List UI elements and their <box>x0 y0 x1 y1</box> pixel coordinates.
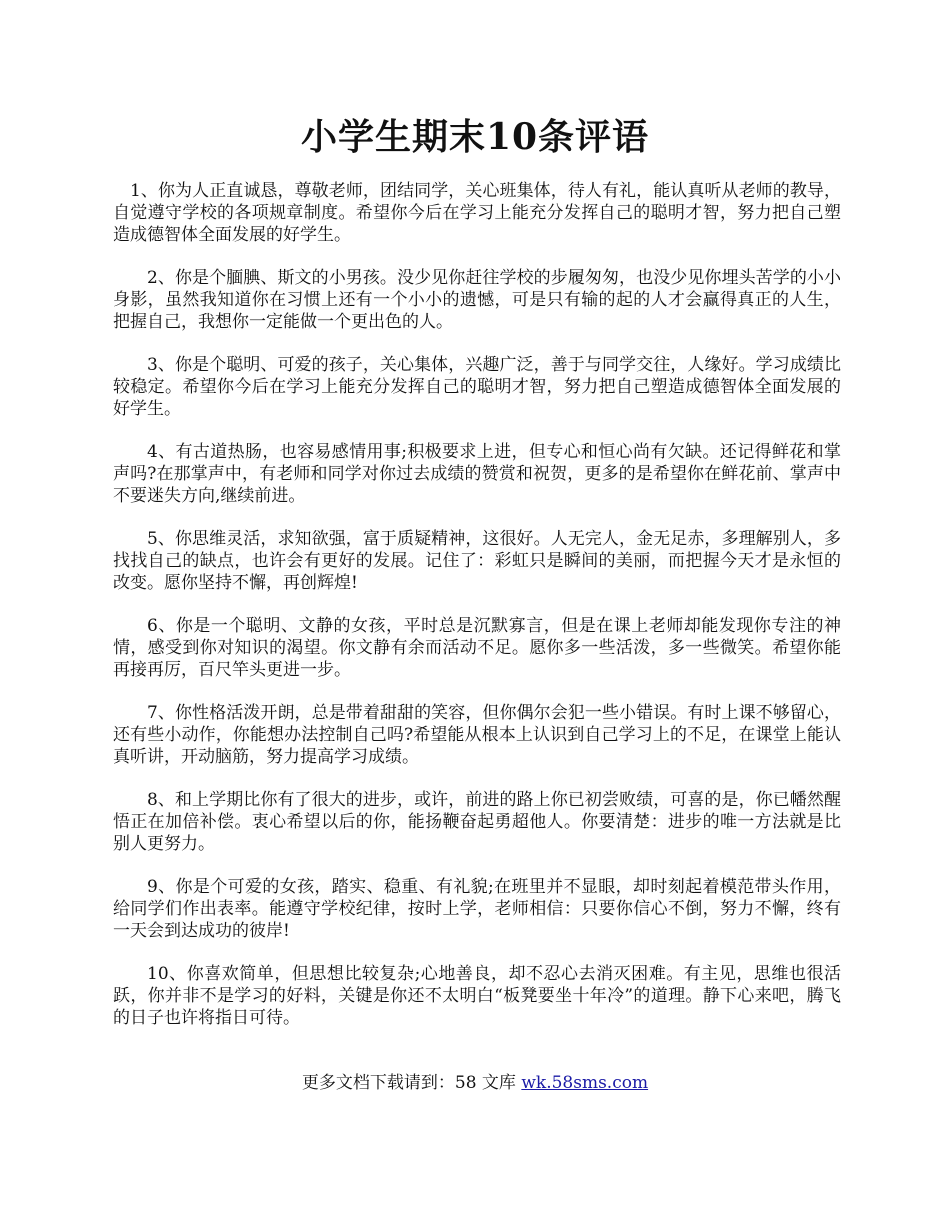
footer-link[interactable]: wk.58sms.com <box>521 1073 649 1093</box>
comment-paragraph-9: 9、你是个可爱的女孩，踏实、稳重、有礼貌;在班里并不显眼，却时刻起着模范带头作用，给同学们作出表率。能遵守学校纪律，按时上学，老师相信：只要你信心不倒，努力不懈，终有一天会到达成功的彼岸! <box>113 877 841 941</box>
comment-paragraph-7: 7、你性格活泼开朗，总是带着甜甜的笑容，但你偶尔会犯一些小错误。有时上课不够留心，还有些小动作，你能想办法控制自己吗?希望能从根本上认识到自己学习上的不足，在课堂上能认真听讲，开动脑筋，努力提高学习成绩。 <box>113 703 841 767</box>
comment-paragraph-8: 8、和上学期比你有了很大的进步，或许，前进的路上你已初尝败绩，可喜的是，你已幡然醒悟正在加倍补偿。衷心希望以后的你，能扬鞭奋起勇超他人。你要清楚：进步的唯一方法就是比别人更努力。 <box>113 790 841 854</box>
footer-text: 更多文档下载请到：58 文库 <box>301 1073 522 1093</box>
footer <box>0 1072 950 1094</box>
comment-paragraph-4: 4、有古道热肠，也容易感情用事;积极要求上进，但专心和恒心尚有欠缺。还记得鲜花和掌声吗?在那掌声中，有老师和同学对你过去成绩的赞赏和祝贺，更多的是希望你在鲜花前、掌声中不要迷失方向,继续前进。 <box>113 442 841 506</box>
comment-paragraph-3: 3、你是个聪明、可爱的孩子，关心集体，兴趣广泛，善于与同学交往，人缘好。学习成绩比较稳定。希望你今后在学习上能充分发挥自己的聪明才智，努力把自己塑造成德智体全面发展的好学生。 <box>113 355 841 419</box>
comment-paragraph-6: 6、你是一个聪明、文静的女孩，平时总是沉默寡言，但是在课上老师却能发现你专注的神情，感受到你对知识的渴望。你文静有余而活动不足。愿你多一些活泼，多一些微笑。希望你能再接再厉，百尺竿头更进一步。 <box>113 616 841 680</box>
comment-paragraph-2: 2、你是个腼腆、斯文的小男孩。没少见你赶往学校的步履匆匆，也没少见你埋头苦学的小小身影，虽然我知道你在习惯上还有一个小小的遗憾，可是只有输的起的人才会赢得真正的人生，把握自己，我想你一定能做一个更出色的人。 <box>113 268 841 332</box>
document-body <box>113 180 841 1050</box>
comment-paragraph-1: 1、你为人正直诚恳，尊敬老师，团结同学，关心班集体，待人有礼，能认真听从老师的教导，自觉遵守学校的各项规章制度。希望你今后在学习上能充分发挥自己的聪明才智，努力把自己塑造成德智体全面发展的好学生。 <box>113 181 841 245</box>
comment-paragraph-10: 10、你喜欢简单，但思想比较复杂;心地善良，却不忍心去消灭困难。有主见，思维也很活跃，你并非不是学习的好料，关键是你还不太明白“板凳要坐十年冷”的道理。静下心来吧，腾飞的日子也许将指日可待。 <box>113 964 841 1028</box>
document-title: 小学生期末10条评语 <box>300 116 650 158</box>
comment-paragraph-5: 5、你思维灵活，求知欲强，富于质疑精神，这很好。人无完人，金无足赤，多理解别人，多找找自己的缺点，也许会有更好的发展。记住了：彩虹只是瞬间的美丽，而把握今天才是永恒的改变。愿你坚持不懈，再创辉煌! <box>113 529 841 593</box>
